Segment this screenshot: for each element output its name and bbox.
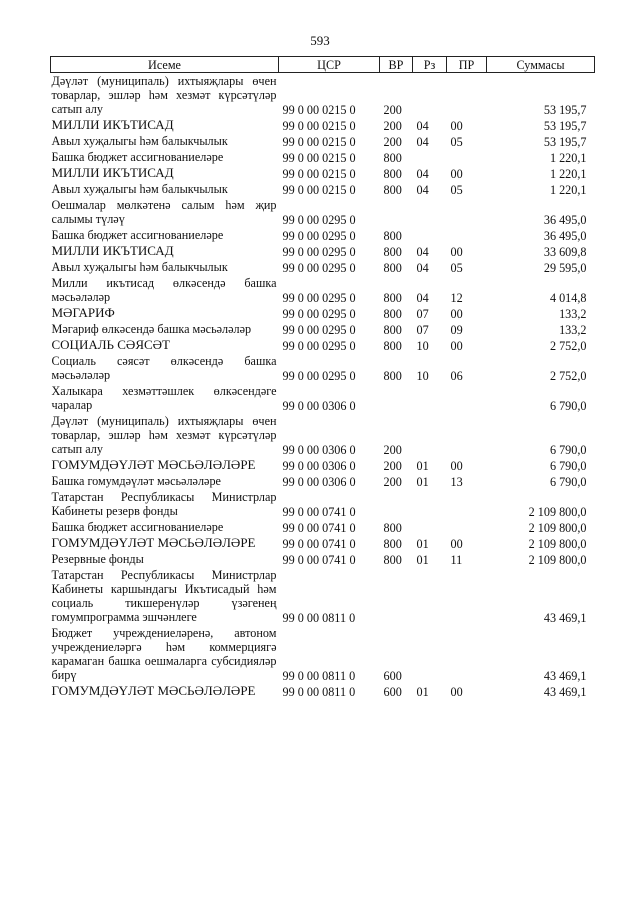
row-pr: 06: [450, 369, 463, 383]
row-vr: 800: [383, 245, 402, 259]
row-pr: 00: [450, 307, 463, 321]
table-row: [51, 457, 595, 473]
row-vr: 800: [383, 291, 402, 305]
row-csr: 99 0 00 0215 0: [282, 167, 356, 181]
page-number: 593: [310, 33, 330, 48]
table-row: [51, 413, 595, 457]
row-name: МӘГАРИФ: [51, 305, 115, 320]
row-name: Мәгариф өлкәсендә башка мәсьәләләр: [51, 322, 252, 336]
row-csr: 99 0 00 0811 0: [282, 669, 356, 683]
row-vr: 200: [383, 475, 402, 489]
row-vr: 800: [383, 183, 402, 197]
row-sum: 53 195,7: [543, 103, 587, 117]
row-csr: 99 0 00 0295 0: [282, 369, 356, 383]
table-row: [51, 73, 595, 118]
row-rz: [413, 567, 447, 625]
row-rz: 10: [416, 339, 429, 353]
row-name: Авыл хуҗалыгы һәм балыкчылык: [51, 260, 228, 274]
row-csr: 99 0 00 0306 0: [282, 475, 356, 489]
row-name: Социаль сәясәт өлкәсендә башка мәсьәләләр: [51, 354, 277, 382]
row-rz: [413, 227, 447, 243]
table-row: [51, 519, 595, 535]
row-vr: 600: [383, 669, 402, 683]
row-csr: 99 0 00 0295 0: [282, 323, 356, 337]
row-rz: [413, 489, 447, 519]
header-rz: Рз: [413, 57, 447, 73]
row-vr: 200: [383, 135, 402, 149]
row-rz: 01: [416, 475, 429, 489]
row-pr: [447, 625, 487, 683]
row-rz: 04: [416, 183, 429, 197]
row-csr: 99 0 00 0306 0: [282, 459, 356, 473]
table-row: [51, 305, 595, 321]
row-name: Авыл хуҗалыгы һәм балыкчылык: [51, 134, 228, 148]
row-vr: 800: [383, 323, 402, 337]
row-sum: 53 195,7: [543, 135, 587, 149]
row-rz: 04: [416, 291, 429, 305]
row-pr: [447, 227, 487, 243]
table-row: [51, 227, 595, 243]
row-pr: [447, 197, 487, 227]
row-name: МИЛЛИ ИКЪТИСАД: [51, 165, 174, 180]
row-name: СОЦИАЛЬ СӘЯСӘТ: [51, 337, 170, 352]
row-sum: 43 469,1: [543, 669, 587, 683]
header-vr: ВР: [380, 57, 413, 73]
row-csr: 99 0 00 0295 0: [282, 291, 356, 305]
row-csr: 99 0 00 0295 0: [282, 261, 356, 275]
row-sum: 2 752,0: [549, 369, 587, 383]
row-vr: [380, 567, 413, 625]
row-pr: 11: [450, 553, 463, 567]
row-sum: 6 790,0: [549, 399, 587, 413]
row-csr: 99 0 00 0215 0: [282, 183, 356, 197]
row-pr: 00: [450, 459, 463, 473]
row-sum: 36 495,0: [543, 213, 587, 227]
row-sum: 6 790,0: [549, 475, 587, 489]
row-rz: 04: [416, 135, 429, 149]
row-csr: 99 0 00 0306 0: [282, 443, 356, 457]
row-pr: 00: [450, 339, 463, 353]
row-vr: 800: [383, 261, 402, 275]
row-sum: 2 752,0: [549, 339, 587, 353]
row-sum: 36 495,0: [543, 229, 587, 243]
row-csr: 99 0 00 0295 0: [282, 229, 356, 243]
row-pr: 05: [450, 183, 463, 197]
table-row: [51, 321, 595, 337]
table-row: [51, 489, 595, 519]
row-csr: 99 0 00 0741 0: [282, 553, 356, 567]
row-csr: 99 0 00 0811 0: [282, 685, 356, 699]
table-row: [51, 165, 595, 181]
header-name: Исеме: [51, 57, 279, 73]
row-pr: [447, 489, 487, 519]
table-body: [51, 73, 595, 700]
table-header-row: [51, 57, 595, 73]
row-pr: 00: [450, 685, 463, 699]
row-pr: 13: [450, 475, 463, 489]
row-sum: 53 195,7: [543, 119, 587, 133]
row-rz: 07: [416, 323, 429, 337]
row-sum: 2 109 800,0: [528, 521, 587, 535]
row-vr: 800: [383, 307, 402, 321]
table-row: [51, 275, 595, 305]
row-name: Башка бюджет ассигнованиеләре: [51, 520, 224, 534]
row-sum: 6 790,0: [549, 443, 587, 457]
row-pr: 05: [450, 261, 463, 275]
row-vr: 800: [383, 537, 402, 551]
row-csr: 99 0 00 0215 0: [282, 103, 356, 117]
row-name: Резервные фонды: [51, 552, 144, 566]
row-rz: 10: [416, 369, 429, 383]
row-name: Татарстан Республикасы Министрлар Кабинеты резерв фонды: [51, 490, 277, 518]
row-rz: 01: [416, 537, 429, 551]
row-sum: 4 014,8: [549, 291, 587, 305]
row-vr: 800: [383, 229, 402, 243]
table-row: [51, 117, 595, 133]
row-pr: [447, 73, 487, 118]
row-csr: 99 0 00 0741 0: [282, 505, 356, 519]
header-csr: ЦСР: [279, 57, 380, 73]
table-row: [51, 149, 595, 165]
table-row: [51, 551, 595, 567]
row-name: Башка бюджет ассигнованиеләре: [51, 150, 224, 164]
row-sum: 29 595,0: [543, 261, 587, 275]
row-sum: 43 469,1: [543, 611, 587, 625]
row-vr: 800: [383, 369, 402, 383]
row-sum: 43 469,1: [543, 685, 587, 699]
row-vr: [380, 489, 413, 519]
table-row: [51, 197, 595, 227]
row-pr: [447, 567, 487, 625]
row-sum: 133,2: [559, 307, 587, 321]
row-vr: 200: [383, 103, 402, 117]
row-rz: 01: [416, 553, 429, 567]
row-sum: 1 220,1: [549, 183, 587, 197]
row-name: МИЛЛИ ИКЪТИСАД: [51, 117, 174, 132]
table-row: [51, 683, 595, 699]
row-csr: 99 0 00 0295 0: [282, 213, 356, 227]
table-row: [51, 259, 595, 275]
row-name: ГОМУМДӘҮЛӘТ МӘСЬӘЛӘЛӘРЕ: [51, 457, 256, 472]
row-sum: 6 790,0: [549, 459, 587, 473]
row-vr: 600: [383, 685, 402, 699]
table-row: [51, 625, 595, 683]
row-csr: 99 0 00 0215 0: [282, 151, 356, 165]
row-name: Дәүләт (муниципаль) ихтыяҗлары өчен товарлар, эшләр һәм хезмәт күрсәтүләр сатып алу: [51, 74, 277, 116]
row-vr: 800: [383, 151, 402, 165]
row-sum: 33 609,8: [543, 245, 587, 259]
row-pr: [447, 383, 487, 413]
row-name: ГОМУМДӘҮЛӘТ МӘСЬӘЛӘЛӘРЕ: [51, 535, 256, 550]
row-sum: 2 109 800,0: [528, 505, 587, 519]
row-rz: [413, 197, 447, 227]
row-vr: 800: [383, 167, 402, 181]
row-name: Башка бюджет ассигнованиеләре: [51, 228, 224, 242]
row-pr: 00: [450, 167, 463, 181]
table-row: [51, 473, 595, 489]
table-row: [51, 535, 595, 551]
row-rz: 01: [416, 685, 429, 699]
row-rz: [413, 383, 447, 413]
row-name: Милли икътисад өлкәсендә башка мәсьәләләр: [51, 276, 277, 304]
table-row: [51, 353, 595, 383]
row-rz: [413, 519, 447, 535]
row-csr: 99 0 00 0215 0: [282, 119, 356, 133]
table-row: [51, 337, 595, 353]
row-rz: 07: [416, 307, 429, 321]
table-row: [51, 133, 595, 149]
row-sum: 2 109 800,0: [528, 553, 587, 567]
row-name: Авыл хуҗалыгы һәм балыкчылык: [51, 182, 228, 196]
table-row: [51, 243, 595, 259]
header-pr: ПР: [447, 57, 487, 73]
row-rz: 04: [416, 245, 429, 259]
row-csr: 99 0 00 0741 0: [282, 537, 356, 551]
row-pr: [447, 519, 487, 535]
row-name: Халыкара хезмәттәшлек өлкәсендәге чаралар: [51, 384, 277, 412]
row-sum: 1 220,1: [549, 151, 587, 165]
row-pr: [447, 413, 487, 457]
row-name: МИЛЛИ ИКЪТИСАД: [51, 243, 174, 258]
row-csr: 99 0 00 0295 0: [282, 245, 356, 259]
header-sum: Суммасы: [487, 57, 595, 73]
row-rz: 04: [416, 119, 429, 133]
row-rz: [413, 413, 447, 457]
row-csr: 99 0 00 0306 0: [282, 399, 356, 413]
row-vr: 200: [383, 459, 402, 473]
row-csr: 99 0 00 0741 0: [282, 521, 356, 535]
row-pr: 00: [450, 245, 463, 259]
row-name: Дәүләт (муниципаль) ихтыяҗлары өчен товарлар, эшләр һәм хезмәт күрсәтүләр сатып алу: [51, 414, 277, 456]
table-row: [51, 383, 595, 413]
row-pr: 05: [450, 135, 463, 149]
row-csr: 99 0 00 0295 0: [282, 339, 356, 353]
row-csr: 99 0 00 0215 0: [282, 135, 356, 149]
row-name: Башка гомумдәүләт мәсьәләләре: [51, 474, 221, 488]
row-csr: 99 0 00 0811 0: [282, 611, 356, 625]
row-pr: [447, 149, 487, 165]
row-pr: 00: [450, 119, 463, 133]
row-vr: [380, 383, 413, 413]
row-vr: 200: [383, 119, 402, 133]
row-vr: [380, 197, 413, 227]
row-name: Татарстан Республикасы Министрлар Кабинеты каршындагы Икътисадый һәм социаль тикшеренүләр үзәгенең гомумпрограмма эшчәнлеге: [51, 568, 277, 624]
row-pr: 09: [450, 323, 463, 337]
row-rz: [413, 625, 447, 683]
row-vr: 200: [383, 443, 402, 457]
row-rz: 04: [416, 261, 429, 275]
row-sum: 2 109 800,0: [528, 537, 587, 551]
row-name: Оешмалар мөлкәтенә салым һәм җир салымы түләү: [51, 198, 277, 226]
budget-table: [50, 56, 595, 699]
row-pr: 12: [450, 291, 463, 305]
row-name: ГОМУМДӘҮЛӘТ МӘСЬӘЛӘЛӘРЕ: [51, 683, 256, 698]
row-sum: 133,2: [559, 323, 587, 337]
row-rz: [413, 149, 447, 165]
row-rz: 01: [416, 459, 429, 473]
table-row: [51, 181, 595, 197]
row-vr: 800: [383, 553, 402, 567]
row-vr: 800: [383, 521, 402, 535]
row-pr: 00: [450, 537, 463, 551]
row-sum: 1 220,1: [549, 167, 587, 181]
table-row: [51, 567, 595, 625]
row-rz: [413, 73, 447, 118]
row-name: Бюджет учреждениеләренә, автоном учреждениеләргә һәм коммерциягә карамаган башка оешмаларга субсидияләр бирү: [51, 626, 277, 682]
row-csr: 99 0 00 0295 0: [282, 307, 356, 321]
row-rz: 04: [416, 167, 429, 181]
row-vr: 800: [383, 339, 402, 353]
